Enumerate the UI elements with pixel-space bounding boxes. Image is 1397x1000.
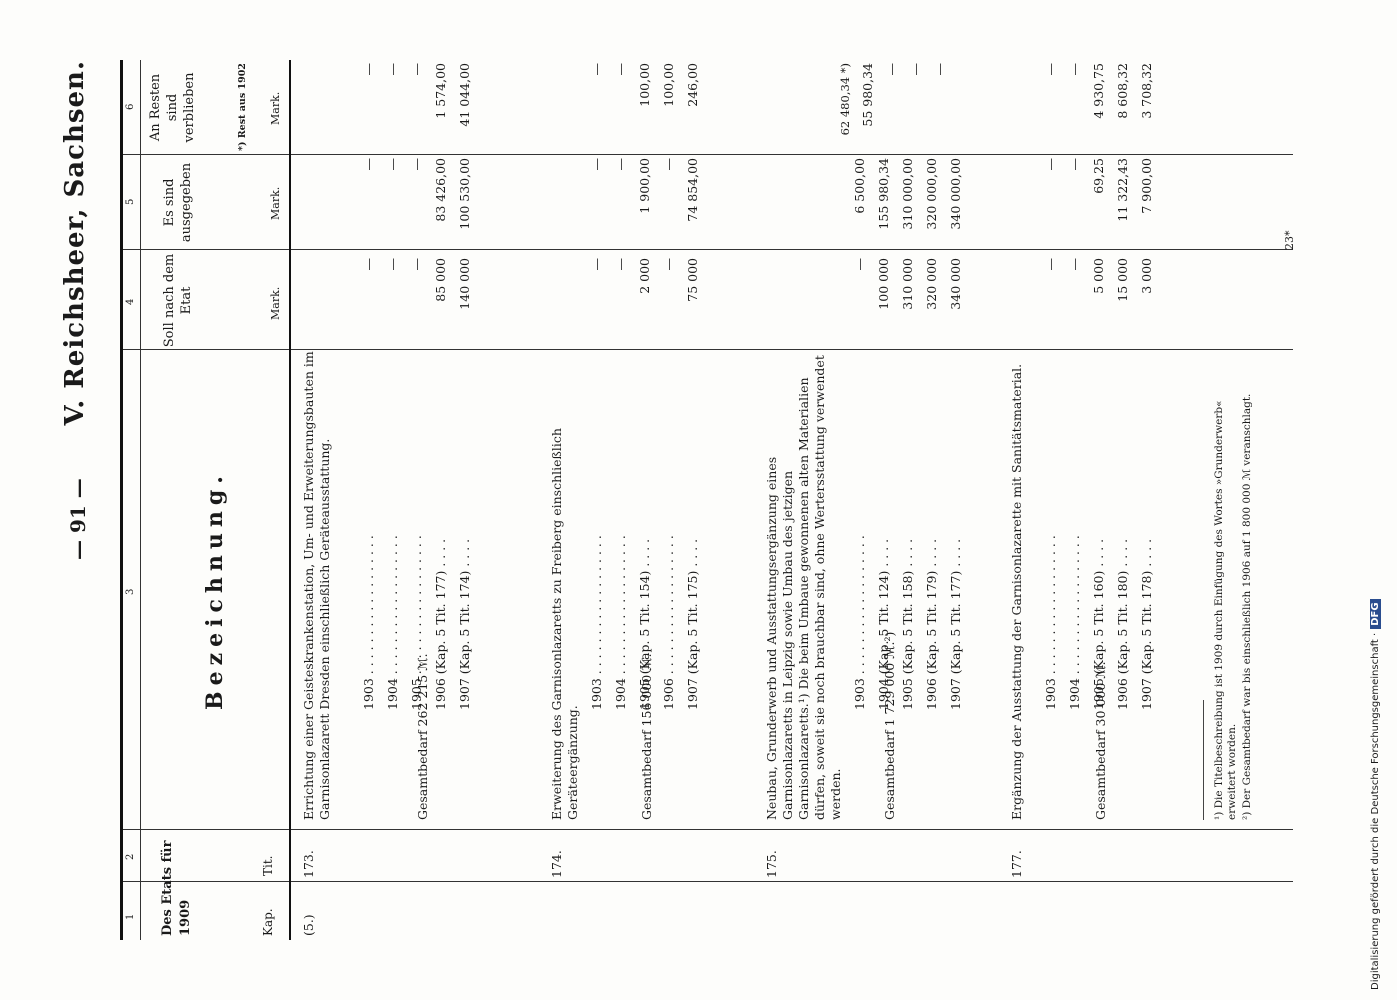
col-num-6: 6 xyxy=(125,103,136,110)
rest-value: — xyxy=(932,63,947,76)
header-soll xyxy=(141,250,291,350)
soll-value: 75 000 xyxy=(685,258,700,302)
ausgegeben-value: — xyxy=(613,158,628,171)
header-ausgegeben-label: Es sind ausgegeben xyxy=(162,162,194,243)
year-label: 1907 (Kap. 5 Tit. 175) . . . . xyxy=(685,538,700,710)
year-label: 1907 (Kap. 5 Tit. 177) . . . . xyxy=(948,538,963,710)
dfg-logo: DFG xyxy=(1370,599,1381,628)
rest-value: 100,00 xyxy=(661,63,676,107)
rest-value: 3 708,32 xyxy=(1139,63,1154,119)
col-num-4: 4 xyxy=(125,298,136,305)
header-tit-label: Tit. xyxy=(261,855,275,876)
col-num-2: 2 xyxy=(125,853,136,860)
page-number: — 91 — xyxy=(66,478,90,560)
soll-value: 3 000 xyxy=(1139,258,1154,294)
col-num-5: 5 xyxy=(125,198,136,205)
ausgegeben-value: — xyxy=(409,158,424,171)
rest-value: 62 480,34 *) xyxy=(838,63,852,136)
ausgegeben-value: 74 854,00 xyxy=(685,158,700,222)
rest-value: — xyxy=(908,63,923,76)
soll-value: 310 000 xyxy=(900,258,915,310)
ausgegeben-value: — xyxy=(1043,158,1058,171)
row-kap: (5.) xyxy=(301,914,316,936)
col-num-1: 1 xyxy=(125,913,136,920)
soll-value: — xyxy=(1043,258,1058,271)
footnote-1: ¹) Die Titelbeschreibung ist 1909 durch Einfügung des Wortes »Grunderwerb« erweitert worden. xyxy=(1213,400,1238,820)
header-kap-tit xyxy=(141,830,291,940)
row-total: Gesamtbedarf 156 000 ℳ. xyxy=(639,653,654,820)
rest-value: — xyxy=(613,63,628,76)
row-tit: 173. xyxy=(301,850,316,878)
ausgegeben-value: — xyxy=(361,158,376,171)
soll-value: — xyxy=(385,258,400,271)
row-description: Erweiterung des Garnisonlazaretts zu Freiberg einschließlich Geräteergänzung. xyxy=(549,428,580,820)
header-reste-label: An Resten sind verblieben xyxy=(148,72,197,143)
sidebar-credit-text: Digitalisierung gefördert durch die Deutsche Forschungsgemeinschaft · xyxy=(1370,632,1381,990)
ausgegeben-value: — xyxy=(589,158,604,171)
ausgegeben-value: 1 900,00 xyxy=(637,158,652,214)
row-total: Gesamtbedarf 30 000 ℳ. xyxy=(1093,661,1108,820)
rest-value: 1 574,00 xyxy=(433,63,448,119)
row-total: Gesamtbedarf 1 729 000 ℳ.²) xyxy=(882,631,897,820)
rotated-page-content xyxy=(60,60,1296,940)
soll-value: 85 000 xyxy=(433,258,448,302)
header-soll-label: Soll nach dem Etat xyxy=(162,253,194,348)
year-label: 1904 . . . . . . . . . . . . . . . . . . xyxy=(613,535,628,710)
row-description: Ergänzung der Ausstattung der Garnisonlazarette mit Sanitätsmaterial. xyxy=(1009,363,1024,820)
header-soll-mark: Mark. xyxy=(269,286,282,320)
year-label: 1905 (Kap. 5 Tit. 160) . . . . xyxy=(1091,538,1106,710)
header-etats-label: Des Etats für 1909 xyxy=(160,840,193,936)
soll-value: — xyxy=(613,258,628,271)
ausgegeben-value: 83 426,00 xyxy=(433,158,448,222)
column-numbers xyxy=(123,60,141,940)
ausgegeben-value: 7 900,00 xyxy=(1139,158,1154,214)
header-ausgegeben xyxy=(141,155,291,250)
row-total: Gesamtbedarf 262 215 ℳ. xyxy=(415,653,430,820)
ausgegeben-value: 155 980,34 xyxy=(876,158,891,230)
ausgegeben-value: — xyxy=(1067,158,1082,171)
soll-value: 140 000 xyxy=(457,258,472,310)
row-description: Errichtung einer Geisteskrankenstation, Um- und Erweiterungsbauten im Garnisonlazarett Dresden einschließlich Geräteausstattung. xyxy=(301,351,332,820)
rest-value: — xyxy=(409,63,424,76)
sidebar-credit xyxy=(1370,10,1381,990)
ausgegeben-value: 310 000,00 xyxy=(900,158,915,230)
ausgegeben-value: 6 500,00 xyxy=(852,158,867,214)
soll-value: — xyxy=(1067,258,1082,271)
soll-value: 5 000 xyxy=(1091,258,1106,294)
col-num-3: 3 xyxy=(125,588,136,595)
year-label: 1905 (Kap. 5 Tit. 154) . . . . xyxy=(637,538,652,710)
year-label: 1906 . . . . . . . . . . . . . . . . . . xyxy=(661,535,676,710)
soll-value: — xyxy=(589,258,604,271)
table-row-174 xyxy=(543,60,743,940)
header-reste xyxy=(141,60,291,155)
year-label: 1904 (Kap. 5 Tit. 124) . . . . xyxy=(876,538,891,710)
rest-value: — xyxy=(1043,63,1058,76)
section-title: V. Reichsheer, Sachsen. xyxy=(60,60,90,426)
year-label: 1906 (Kap. 5 Tit. 180) . . . . xyxy=(1115,538,1130,710)
year-label: 1903 . . . . . . . . . . . . . . . . . . xyxy=(361,535,376,710)
budget-table xyxy=(120,60,1296,940)
year-label: 1903 . . . . . . . . . . . . . . . . . . xyxy=(852,535,867,710)
header-bezeichnung: Bezeichnung. xyxy=(141,350,291,830)
year-label: 1903 . . . . . . . . . . . . . . . . . . xyxy=(1043,535,1058,710)
soll-value: 320 000 xyxy=(924,258,939,310)
year-label: 1904 . . . . . . . . . . . . . . . . . . xyxy=(1067,535,1082,710)
rest-value: — xyxy=(589,63,604,76)
year-label: 1906 (Kap. 5 Tit. 177) . . . . xyxy=(433,538,448,710)
soll-value: 15 000 xyxy=(1115,258,1130,302)
ausgegeben-value: 100 530,00 xyxy=(457,158,472,230)
rest-value: 100,00 xyxy=(637,63,652,107)
year-label: 1904 . . . . . . . . . . . . . . . . . . xyxy=(385,535,400,710)
row-tit: 177. xyxy=(1009,850,1024,878)
page-header xyxy=(60,60,120,940)
ausgegeben-value: 340 000,00 xyxy=(948,158,963,230)
rest-value: — xyxy=(385,63,400,76)
table-row-175 xyxy=(758,60,998,940)
ausgegeben-value: 69,25 xyxy=(1091,158,1106,194)
ausgegeben-value: 320 000,00 xyxy=(924,158,939,230)
header-ausgegeben-mark: Mark. xyxy=(269,186,282,220)
rest-value: 41 044,00 xyxy=(457,63,472,127)
header-reste-note: *) Rest aus 1902 xyxy=(237,63,248,151)
ausgegeben-value: — xyxy=(385,158,400,171)
row-description: Neubau, Grunderwerb und Ausstattungsergänzung eines Garnisonlazaretts in Leipzig sowie Umbau des jetzigen Garnisonlazaretts.¹) Die beim Umbaue gewonnenen alten Materialien dürfen, soweit sie noch brauchbar sind, ohne Wertersstattung verwendet werden. xyxy=(764,355,843,820)
soll-value: — xyxy=(409,258,424,271)
ausgegeben-value: 11 322,43 xyxy=(1115,158,1130,222)
soll-value: — xyxy=(852,258,867,271)
table-row-173 xyxy=(295,60,520,940)
rest-value: 55 980,34 xyxy=(860,63,875,127)
soll-value: 100 000 xyxy=(876,258,891,310)
year-label: 1903 . . . . . . . . . . . . . . . . . . xyxy=(589,535,604,710)
rest-value: 4 930,75 xyxy=(1091,63,1106,119)
header-kap-label: Kap. xyxy=(261,908,275,936)
table-row-177 xyxy=(1003,60,1173,940)
row-tit: 175. xyxy=(764,850,779,878)
year-label: 1907 (Kap. 5 Tit. 178) . . . . xyxy=(1139,538,1154,710)
rest-value: — xyxy=(361,63,376,76)
rest-value: 8 608,32 xyxy=(1115,63,1130,119)
footnote-2: ²) Der Gesamtbedarf war bis einschließlich 1906 auf 1 800 000 ℳ veranschlagt. xyxy=(1241,393,1253,820)
year-label: 1905 . . . . . . . . . . . . . . . . . . xyxy=(409,535,424,710)
soll-value: — xyxy=(661,258,676,271)
year-label: 1907 (Kap. 5 Tit. 174) . . . . xyxy=(457,538,472,710)
year-label: 1906 (Kap. 5 Tit. 179) . . . . xyxy=(924,538,939,710)
header-reste-mark: Mark. xyxy=(269,91,282,125)
rest-value: 246,00 xyxy=(685,63,700,107)
rest-value: — xyxy=(884,63,899,76)
sheet-signature: 23* xyxy=(1283,230,1296,250)
year-label: 1905 (Kap. 5 Tit. 158) . . . . xyxy=(900,538,915,710)
row-tit: 174. xyxy=(549,850,564,878)
soll-value: 2 000 xyxy=(637,258,652,294)
soll-value: — xyxy=(361,258,376,271)
footnote-divider xyxy=(1203,700,1204,820)
soll-value: 340 000 xyxy=(948,258,963,310)
ausgegeben-value: — xyxy=(661,158,676,171)
rest-value: — xyxy=(1067,63,1082,76)
